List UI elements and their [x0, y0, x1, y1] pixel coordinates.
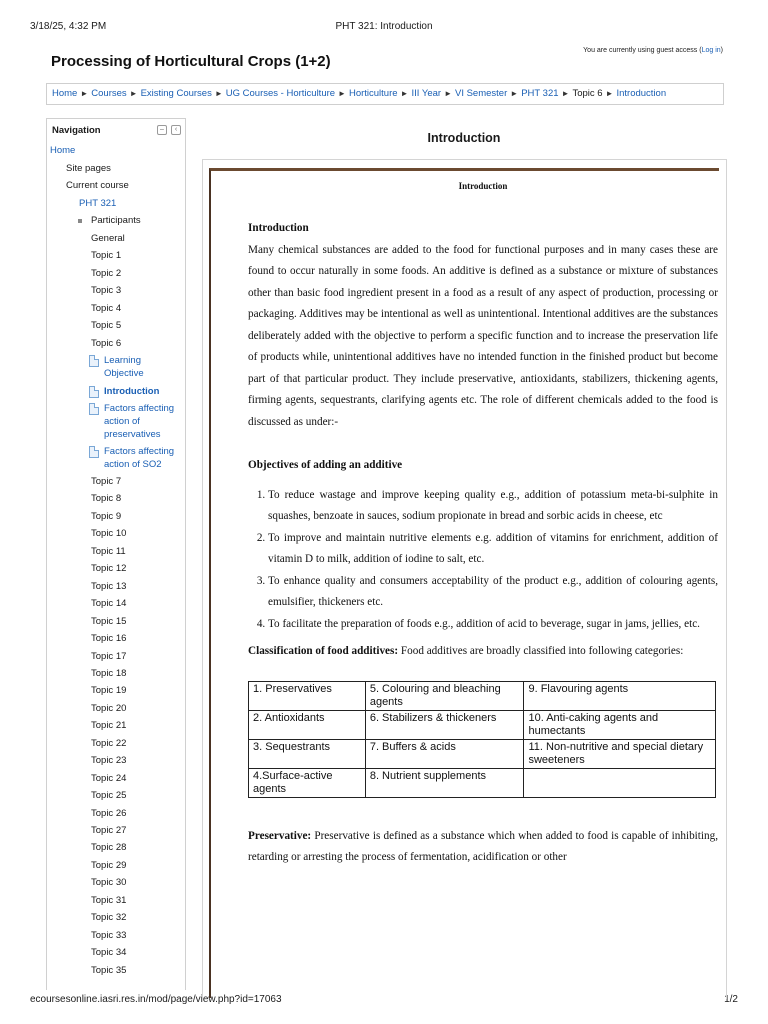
nav-home[interactable]: Home: [50, 145, 76, 156]
breadcrumb-separator: ►: [561, 89, 570, 98]
breadcrumb-item[interactable]: PHT 321: [521, 88, 559, 99]
preservative-paragraph: [248, 826, 718, 869]
table-cell: 4.Surface-active agents: [249, 768, 366, 797]
breadcrumb-separator: ►: [510, 89, 519, 98]
breadcrumb-item[interactable]: III Year: [411, 88, 442, 99]
nav-topic[interactable]: Topic 16: [91, 633, 127, 645]
breadcrumb-separator: ►: [129, 89, 138, 98]
nav-topic[interactable]: Topic 27: [91, 825, 127, 836]
print-datetime: 3/18/25, 4:32 PM: [30, 21, 107, 32]
nav-course-code[interactable]: PHT 321: [79, 198, 117, 209]
breadcrumb-item[interactable]: Courses: [91, 88, 127, 99]
nav-topic[interactable]: Topic 9: [91, 510, 122, 522]
nav-topic[interactable]: Topic 11: [91, 545, 126, 557]
table-cell: 5. Colouring and bleaching agents: [365, 681, 524, 710]
nav-topic[interactable]: Topic 3: [91, 285, 122, 296]
intro-paragraph: Many chemical substances are added to the food for functional purposes and in many cases these are found to occur naturally in some foods. An additive is defined as a substance or mixture of substances other than basic food ingredient present in a food as a result of any aspect of production, processing or packaging. Additives may be intentional as well as unintentional. Intentional additives are the substances deliberately added with the objective to perform a specific function and to increase the preservation life of products while, unintentional additives have no intended function in the finished product but become part of that particular product. They include preservative, antioxidants, stabilizers, thickening agents, firming agents, sequestrants, clarifying agents etc. The role of different chemicals added to the food is discussed as under:-: [248, 243, 718, 428]
nav-topic6-resource-line[interactable]: preservatives: [104, 429, 161, 440]
nav-topic[interactable]: Topic 35: [91, 964, 127, 976]
nav-topic[interactable]: Topic 34: [91, 947, 127, 959]
table-cell: 10. Anti-caking agents and humectants: [524, 710, 716, 739]
preservative-label: Preservative:: [248, 829, 312, 842]
print-page-number: 1/2: [724, 994, 738, 1005]
nav-topic6-resource-line[interactable]: action of SO2: [104, 459, 162, 470]
breadcrumb: [46, 83, 724, 105]
objective-item: 1. To reduce wastage and improve keeping quality e.g., addition of potassium meta-bi-sulphite in squashes, benzoate in sauces, sodium propionate in bread and sorbic acids in cheese, etc: [268, 485, 718, 528]
nav-topic[interactable]: Topic 23: [91, 755, 127, 767]
nav-topic[interactable]: Topic 32: [91, 912, 127, 924]
objectives-list: [268, 485, 718, 636]
nav-topic6-resource[interactable]: Introduction: [104, 386, 159, 398]
table-row: [249, 768, 716, 797]
nav-topic[interactable]: Topic 31: [91, 894, 127, 906]
bullet-icon: [78, 219, 82, 223]
nav-topic[interactable]: Topic 13: [91, 580, 127, 592]
breadcrumb-separator: ►: [338, 89, 346, 98]
nav-topic[interactable]: Topic 7: [91, 476, 122, 487]
breadcrumb-item: Topic 6: [572, 88, 603, 99]
table-cell: 6. Stabilizers & thickeners: [365, 710, 524, 739]
collapse-block-icon[interactable]: –: [157, 125, 167, 135]
classification-text: Food additives are broadly classified into following categories:: [398, 645, 684, 657]
nav-topic6-resource-line[interactable]: action of: [104, 416, 140, 427]
nav-topic[interactable]: Topic 2: [91, 267, 122, 279]
login-info: [583, 47, 723, 54]
navigation-title: Navigation: [52, 125, 101, 136]
table-row: [249, 739, 716, 768]
nav-topic[interactable]: Topic 17: [91, 650, 127, 662]
page-icon: [89, 446, 99, 458]
nav-topic6-resource[interactable]: Learning: [104, 355, 141, 367]
classification-label: Classification of food additives:: [248, 645, 399, 657]
breadcrumb-item[interactable]: VI Semester: [454, 88, 508, 99]
table-cell: [524, 768, 716, 797]
breadcrumb-separator: ►: [400, 89, 409, 98]
objective-item: 4. To facilitate the preparation of foods e.g., addition of acid to beverage, sugar in jams, jellies, etc.: [268, 614, 718, 636]
nav-topic[interactable]: Topic 29: [91, 859, 127, 871]
breadcrumb-separator: ►: [444, 89, 452, 98]
objective-item: 3. To enhance quality and consumers acceptability of the product e.g., addition of colouring agents, emulsifier, thickeners etc.: [268, 571, 718, 614]
nav-current-course[interactable]: Current course: [66, 180, 129, 191]
nav-topic[interactable]: Topic 4: [91, 302, 122, 314]
dock-block-icon[interactable]: ‹: [171, 125, 181, 135]
nav-topic[interactable]: Topic 12: [91, 563, 127, 575]
objectives-heading: Objectives of adding an additive: [248, 459, 403, 471]
page-title: Introduction: [427, 131, 501, 145]
nav-topic[interactable]: Topic 22: [91, 737, 127, 749]
breadcrumb-separator: ►: [605, 89, 614, 98]
table-row: [249, 681, 716, 710]
nav-topic[interactable]: Topic 8: [91, 493, 122, 505]
breadcrumb-item[interactable]: UG Courses - Horticulture: [225, 88, 336, 99]
intro-heading: Introduction: [248, 222, 309, 234]
page-icon: [89, 386, 99, 398]
login-link[interactable]: Log in: [701, 47, 721, 54]
objective-item: 2. To improve and maintain nutritive elements e.g. addition of vitamins for enrichment, addition of vitamin D to milk, addition of iodine to salt, etc.: [268, 528, 718, 571]
nav-topic[interactable]: Topic 10: [91, 528, 127, 540]
breadcrumb-separator: ►: [80, 89, 89, 98]
nav-topic6-resource[interactable]: Factors affecting: [104, 403, 174, 415]
nav-topic6-resource-line[interactable]: Objective: [104, 368, 144, 379]
course-title: Processing of Horticultural Crops (1+2): [51, 53, 331, 70]
preservative-text: Preservative is defined as a substance which when added to food is capable of inhibiting, retarding or arresting the process of fermentation, acidification or other: [248, 829, 718, 863]
nav-general[interactable]: General: [91, 233, 125, 244]
document-title: Introduction: [458, 181, 508, 191]
additive-categories-table: [248, 681, 716, 798]
table-cell: 11. Non-nutritive and special dietary sweeteners: [524, 739, 716, 768]
table-cell: 3. Sequestrants: [249, 739, 366, 768]
nav-topic[interactable]: Topic 19: [91, 685, 127, 697]
nav-topic[interactable]: Topic 20: [91, 702, 127, 714]
document-body: [248, 176, 718, 869]
nav-topic[interactable]: Topic 18: [91, 667, 127, 679]
login-prefix: You are currently using guest access (: [583, 47, 702, 54]
table-cell: 8. Nutrient supplements: [365, 768, 524, 797]
breadcrumb-separator: ►: [214, 89, 223, 98]
nav-topic[interactable]: Topic 6: [91, 337, 122, 349]
table-cell: 2. Antioxidants: [249, 710, 366, 739]
nav-topic[interactable]: Topic 24: [91, 772, 127, 784]
breadcrumb-item[interactable]: Horticulture: [348, 88, 398, 99]
nav-topic[interactable]: Topic 28: [91, 842, 127, 854]
nav-topic[interactable]: Topic 26: [91, 807, 127, 819]
table-cell: 9. Flavouring agents: [524, 681, 716, 710]
nav-topic[interactable]: Topic 33: [91, 929, 127, 941]
table-cell: 7. Buffers & acids: [365, 739, 524, 768]
table-row: [249, 710, 716, 739]
nav-topic[interactable]: Topic 15: [91, 615, 127, 627]
nav-topic[interactable]: Topic 21: [91, 720, 127, 732]
login-suffix: ): [720, 47, 723, 54]
navigation-tree: [0, 0, 175, 976]
nav-topic[interactable]: Topic 5: [91, 320, 122, 331]
classification-paragraph: [248, 641, 718, 663]
breadcrumb-item[interactable]: Home: [52, 88, 78, 99]
print-url: ecoursesonline.iasri.res.in/mod/page/view.php?id=17063: [30, 994, 282, 1005]
breadcrumb-item[interactable]: Existing Courses: [140, 88, 212, 99]
page-icon: [89, 403, 99, 415]
nav-topic[interactable]: Topic 14: [91, 598, 127, 610]
nav-participants[interactable]: Participants: [91, 215, 141, 226]
nav-topic[interactable]: Topic 25: [91, 790, 127, 802]
nav-site-pages[interactable]: Site pages: [66, 163, 111, 174]
page-icon: [89, 355, 99, 367]
nav-topic[interactable]: Topic 30: [91, 877, 127, 889]
table-cell: 1. Preservatives: [249, 681, 366, 710]
print-tab-title: PHT 321: Introduction: [335, 21, 433, 32]
breadcrumb-item[interactable]: Introduction: [616, 88, 667, 99]
nav-topic[interactable]: Topic 1: [91, 250, 122, 261]
nav-topic6-resource[interactable]: Factors affecting: [104, 446, 174, 458]
